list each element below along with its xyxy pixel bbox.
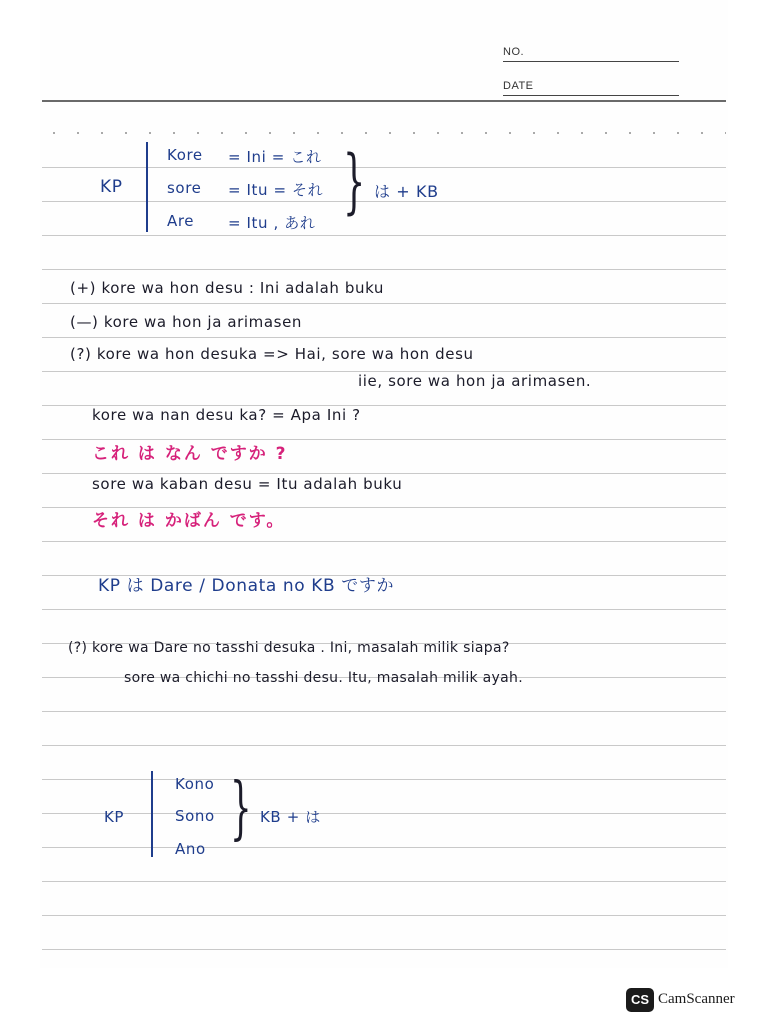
block1-bar [146,142,148,232]
no-line [503,61,679,62]
block1-equiv-sore: = Itu = それ [228,181,324,199]
sentence-q-nan-japanese: これ は なん ですか ? [92,444,288,464]
ruled-line [42,813,726,814]
sentence-negative: (—) kore wa hon ja arimasen [70,313,303,331]
block2-kono: Kono [175,775,215,793]
ruled-line [42,881,726,882]
header-rule [42,100,726,102]
block2-ano: Ano [175,840,206,858]
ruled-line [42,269,726,270]
block1-label: KP [100,177,123,197]
margin-dots [42,131,726,135]
block1-romaji-kore: Kore [167,146,203,164]
sentence-answer-negative: iie, sore wa hon ja arimasen. [358,372,592,390]
sentence-a-kaban: sore wa kaban desu = Itu adalah buku [92,475,403,493]
ruled-line [42,303,726,304]
block2-brace: } [230,769,252,848]
ruled-line [42,711,726,712]
ruled-line [42,541,726,542]
sentence-q-nan: kore wa nan desu ka? = Apa Ini ? [92,406,361,424]
ruled-line [42,235,726,236]
camscanner-logo: CS [626,988,654,1012]
ruled-line [42,915,726,916]
pattern-dare-donata: KP は Dare / Donata no KB ですか [98,576,395,596]
ruled-line [42,949,726,950]
block2-bar [151,771,153,857]
sentence-a-kaban-japanese: それ は かばん です。 [92,511,286,531]
block1-result: は + KB [374,182,439,201]
block2-sono: Sono [175,807,215,825]
ruled-line [42,337,726,338]
ruled-line [42,473,726,474]
example2-answer: sore wa chichi no tasshi desu. Itu, masalah milik ayah. [124,670,523,686]
block1-romaji-sore: sore [167,179,202,197]
ruled-line [42,167,726,168]
block2-label: KP [104,808,125,826]
camscanner-brand: CamScanner [658,991,735,1007]
ruled-line [42,779,726,780]
sentence-question: (?) kore wa hon desuka => Hai, sore wa hon desu [70,345,474,363]
block1-equiv-kore: = Ini = これ [228,148,322,166]
date-label: DATE [503,80,534,92]
ruled-line [42,609,726,610]
sentence-positive: (+) kore wa hon desu : Ini adalah buku [70,279,385,297]
date-line [503,95,679,96]
block1-brace: } [343,140,366,222]
block1-equiv-are: = Itu , あれ [228,214,316,232]
ruled-line [42,847,726,848]
ruled-line [42,745,726,746]
block1-romaji-are: Are [167,212,195,230]
example2-question: (?) kore wa Dare no tasshi desuka . Ini, masalah milik siapa? [68,640,510,656]
block2-result: KB + は [260,808,321,826]
no-label: NO. [503,46,525,58]
